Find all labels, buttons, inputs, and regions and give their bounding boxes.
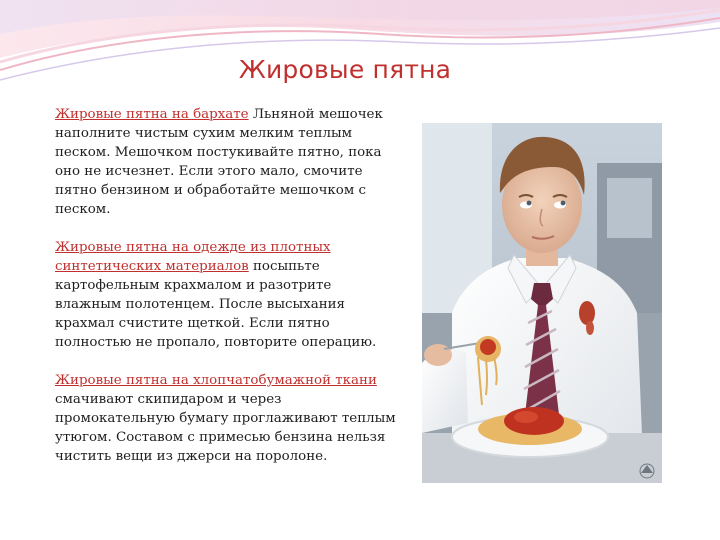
paragraph-cotton (55, 371, 400, 466)
slide-title: Жировые пятна (238, 55, 452, 84)
paragraph-velvet-heading: Жировые пятна на бархате (55, 107, 249, 122)
paragraph-cotton-heading: Жировые пятна на хлопчатобумажной ткани (55, 373, 377, 388)
paragraph-cotton-body: смачивают скипидаром и через промокательную бумагу проглаживают теплым утюгом. Составом с примесью бензина нельзя чистить вещи из джерси на поролоне. (55, 392, 396, 464)
paragraph-velvet (55, 105, 400, 219)
paragraph-velvet-body: Льняной мешочек наполните чистым сухим мелким теплым песком. Мешочком постукивайте пятно, пока оно не исчезнет. Если этого мало, смочите пятно бензином и обработайте мешочком с песком. (55, 107, 383, 217)
paragraph-synthetic-body: посыпьте картофельным крахмалом и разотрите влажным полотенцем. После высыхания крахмал счистите щеткой. Если пятно полностью не пропало, повторите операцию. (55, 259, 377, 350)
paragraph-synthetic-heading: Жировые пятна на одежде из плотных синтетических материалов (55, 240, 331, 274)
text-content (55, 105, 400, 485)
boy-stain-photo (422, 123, 662, 483)
paragraph-synthetic (55, 238, 400, 352)
